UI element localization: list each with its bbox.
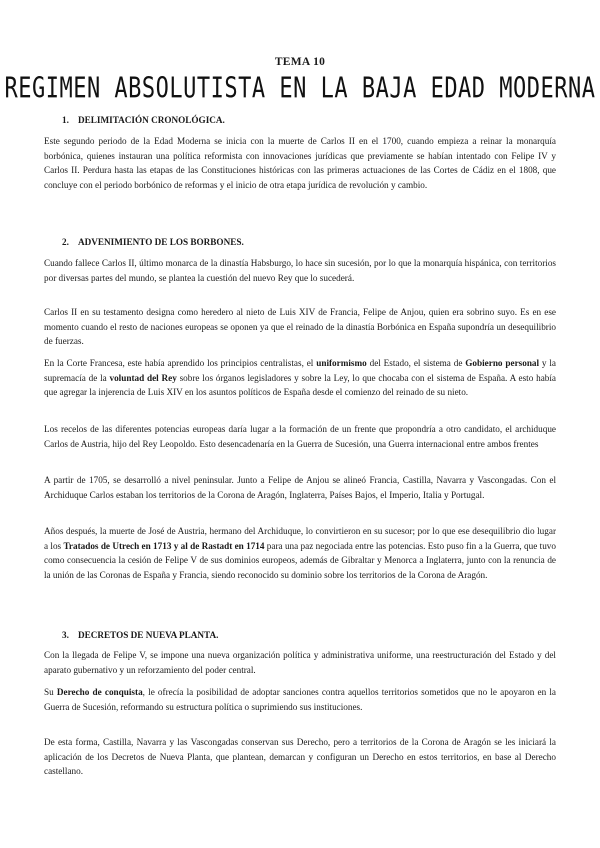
section-number: 3. (62, 630, 69, 640)
section-1-heading (62, 115, 225, 125)
section-3-heading (62, 630, 218, 640)
paragraph: Años después, la muerte de José de Austria, hermano del Archiduque, lo convirtieron en su sucesor; por lo que ese desequilibrio dio lugar a los Tratados de Utrech en 1713 y al de Rastadt en 1714 para una paz negociada entre las potencias. Esto puso fin a la Guerra, que tuvo como consecuencia la cesión de Felipe V de sus dominios europeos, además de Gibraltar y Menorca a Inglaterra, junto con la renuncia de la unión de las Coronas de España y Francia, siendo reconocido su dominio sobre los territorios de la Corona de Aragón. (44, 526, 556, 580)
page-title: REGIMEN ABSOLUTISTA EN LA BAJA EDAD MODERNA (4, 73, 596, 106)
section-title: DELIMITACIÓN CRONOLÓGICA. (78, 115, 225, 125)
section-number: 1. (62, 115, 69, 125)
paragraph: Los recelos de las diferentes potencias europeas daría lugar a la formación de un frente que propondría a otro candidato, el archiduque Carlos de Austria, hijo del Rey Leopoldo. Esto desencadenaría en la Guerra de Sucesión, una Guerra internacional entre ambos frentes (44, 424, 556, 449)
section-2-heading (62, 237, 244, 247)
tema-label: TEMA 10 (274, 56, 326, 68)
paragraph: Su Derecho de conquista, le ofrecía la posibilidad de adoptar sanciones contra aquellos territorios sometidos que no le apoyaron en la Guerra de Sucesión, reformando su estructura política o suprimiendo sus instituciones. (44, 687, 556, 712)
paragraph: Cuando fallece Carlos II, último monarca de la dinastía Habsburgo, lo hace sin sucesión, por lo que la monarquía hispánica, con territorios por diversas partes del mundo, se plantea la cuestión del nuevo Rey que lo sucederá. (44, 258, 556, 283)
paragraph: Con la llegada de Felipe V, se impone una nueva organización política y administrativa uniforme, una reestructuración del Estado y del aparato gubernativo y un reforzamiento del poder central. (44, 650, 556, 675)
paragraph: A partir de 1705, se desarrolló a nivel peninsular. Junto a Felipe de Anjou se alineó Francia, Castilla, Navarra y Vascongadas. Con el Archiduque Carlos estaban los territorios de la Corona de Aragón, Inglaterra, Países Bajos, el Imperio, Italia y Portugal. (44, 475, 556, 500)
paragraph: Carlos II en su testamento designa como heredero al nieto de Luis XIV de Francia, Felipe de Anjou, quien era sobrino suyo. Es en ese momento cuando el resto de naciones europeas se oponen ya que el reinado de la dinastía Borbónica en España supondría un desequilibrio de fuerzas. (44, 307, 556, 347)
paragraph: Este segundo periodo de la Edad Moderna se inicia con la muerte de Carlos II en el 1700, cuando empieza a reinar la monarquía borbónica, quienes instauran una política reformista con innovaciones jurídicas que previamente se habían intentado con Felipe IV y Carlos II. Perdura hasta las etapas de las Constituciones históricas con las primeras actuaciones de las Cortes de Cádiz en el 1808, que concluye con el periodo borbónico de reformas y el inicio de otra etapa jurídica de revolución y cambio. (44, 136, 556, 190)
section-title: DECRETOS DE NUEVA PLANTA. (78, 630, 219, 640)
section-number: 2. (62, 237, 69, 247)
section-title: ADVENIMIENTO DE LOS BORBONES. (78, 237, 244, 247)
paragraph: En la Corte Francesa, este había aprendido los principios centralistas, el uniformismo del Estado, el sistema de Gobierno personal y la supremacía de la voluntad del Rey sobre los órganos legisladores y sobre la Ley, lo que chocaba con el sistema de España. A esto había que agregar la injerencia de Luis XIV en los asuntos políticos de España desde el comienzo del reinado de su nieto. (44, 358, 557, 398)
paragraph: De esta forma, Castilla, Navarra y las Vascongadas conservan sus Derecho, pero a territorios de la Corona de Aragón se les iniciará la aplicación de los Decretos de Nueva Planta, que plantean, demarcan y configuran un Derecho en estos territorios, en base al Derecho castellano. (44, 737, 556, 777)
